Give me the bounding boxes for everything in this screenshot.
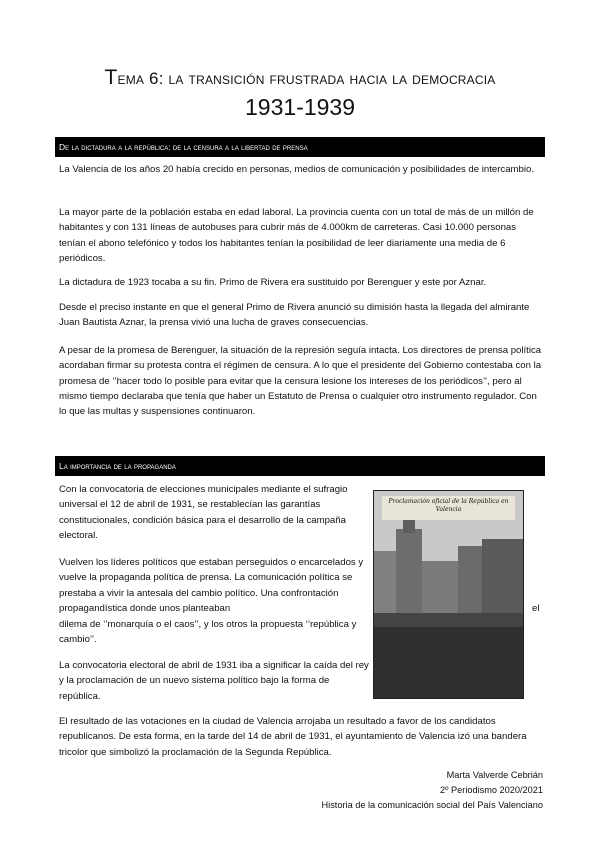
crowd-photo-illustration bbox=[374, 491, 523, 698]
title-initial: T bbox=[104, 66, 118, 89]
paragraph: La dictadura de 1923 tocaba a su fin. Primo de Rivera era sustituido por Berenguer y este por Aznar. bbox=[59, 277, 487, 288]
paragraph: A pesar de la promesa de Berenguer, la situación de la represión seguía intacta. Los directores de prensa política acordaban firmar su protesta contra el régimen de censura. A lo que el presidente del Gobierno contestaba con la promesa de ‘’hacer todo lo posible para evitar que la censura lesione los intereses de los periódicos’’, pero al mismo tiempo declaraba que tenía que haber un Estatuto de Prensa o cualquier otro instrumento regulador. Con lo que las multas y suspensiones continuaron. bbox=[59, 345, 542, 418]
section-heading-propaganda: La importancia de la propaganda bbox=[55, 456, 545, 476]
paragraph: La Valencia de los años 20 había crecido en personas, medios de comunicación y posibilidades de intercambio. bbox=[59, 164, 535, 175]
paragraph: dilema de ‘’monarquía o el caos’’, y los otros la propuesta ‘’república y cambio’’. bbox=[59, 619, 357, 646]
historical-photo bbox=[373, 490, 524, 699]
photo-caption: Proclamación oficial de la República en Valencia bbox=[382, 496, 515, 520]
section-heading-dictatorship: De la dictadura a la república: de la censura a la libertad de prensa bbox=[55, 137, 545, 157]
paragraph: La convocatoria electoral de abril de 1931 iba a significar la caída del rey y la proclamación de un nuevo sistema político bajo la forma de república. bbox=[59, 660, 369, 702]
stray-word: el bbox=[532, 603, 540, 614]
footer-subject: Historia de la comunicación social del País Valenciano bbox=[321, 800, 543, 810]
page-title bbox=[0, 66, 600, 90]
paragraph: La mayor parte de la población estaba en edad laboral. La provincia cuenta con un total de más de un millón de habitantes y con 131 líneas de autobuses para cubrir más de 4.000km de carreteras. Casi 10.000 personas tenían el abono telefónico y todos los habitantes tenían la posibilidad de leer diariamente una media de 6 periódicos. bbox=[59, 207, 534, 264]
paragraph: Vuelven los líderes políticos que estaban perseguidos o encarcelados y vuelve la propaganda política de prensa. La comunicación política se prestaba a vivir la antesala del cambio político. Una confrontación propagandística donde unos planteaban bbox=[59, 557, 364, 614]
page-subtitle-years: 1931-1939 bbox=[245, 94, 355, 120]
footer-author: Marta Valverde Cebrián bbox=[446, 770, 543, 780]
paragraph: El resultado de las votaciones en la ciudad de Valencia arrojaba un resultado a favor de los candidatos republicanos. De esta forma, en la tarde del 14 de abril de 1931, el ayuntamiento de Valencia izó una bandera tricolor que simbolizó la proclamación de la Segunda República. bbox=[59, 716, 527, 758]
footer-course: 2º Periodismo 2020/2021 bbox=[440, 785, 543, 795]
paragraph: Con la convocatoria de elecciones municipales mediante el sufragio universal el 12 de abril de 1931, se restablecían las garantías constitucionales, condición básica para el desarrollo de la campaña electoral. bbox=[59, 484, 348, 541]
paragraph: Desde el preciso instante en que el general Primo de Rivera anunció su dimisión hasta la llegada del almirante Juan Bautista Aznar, la prensa vivió una lucha de graves consecuencias. bbox=[59, 302, 530, 329]
title-text: ema 6: la transición frustrada hacia la democracia bbox=[117, 69, 496, 88]
